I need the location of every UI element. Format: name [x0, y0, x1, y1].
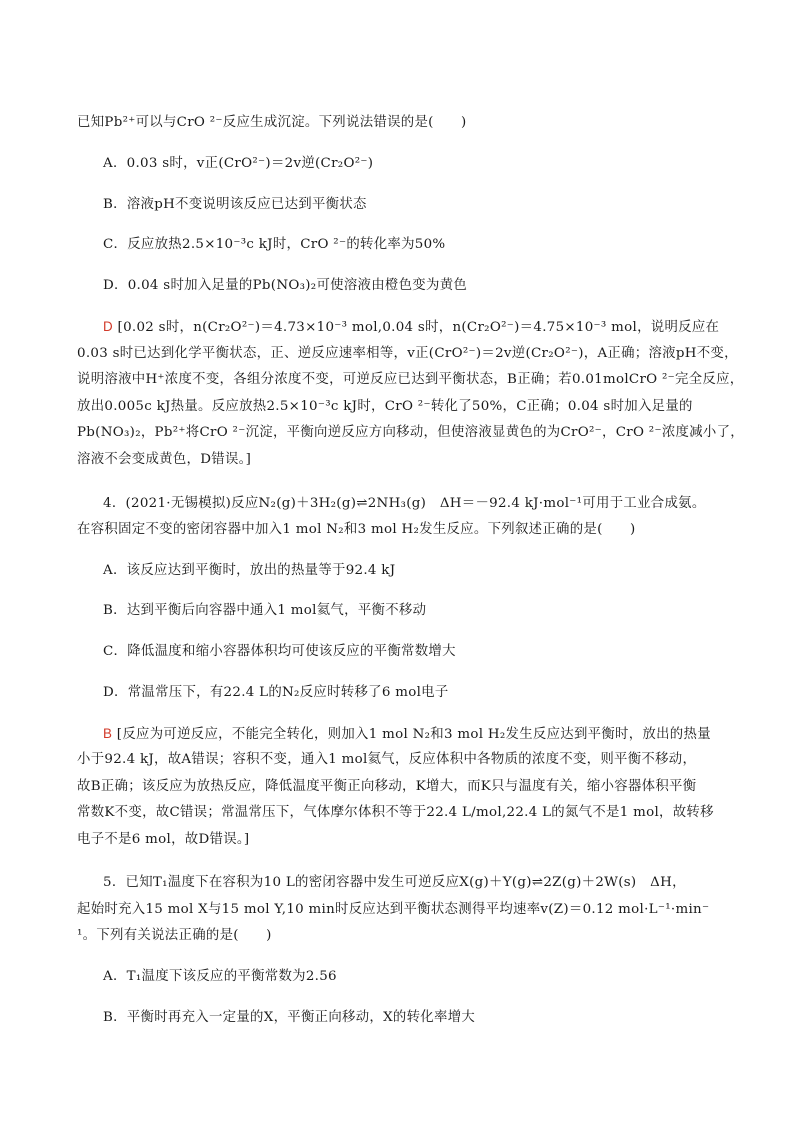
question-4-explanation-5: 电子不是6 mol，故D错误。]: [77, 832, 250, 847]
question-4-option-a: A．该反应达到平衡时，放出的热量等于92.4 kJ: [103, 563, 396, 578]
question-4-explanation-1: B [反应为可逆反应，不能完全转化，则加入1 mol N₂和3 mol H₂发生反应达到平衡时，放出的热量: [103, 726, 711, 742]
answer-badge-q4: B: [103, 726, 113, 741]
question-3-explanation-5: Pb(NO₃)₂，Pb²⁺将CrO ²⁻沉淀，平衡向逆反应方向移动，但使溶液显黄色的为CrO²⁻，CrO ²⁻浓度减小了，: [77, 425, 744, 440]
question-5-stem-3: ¹。下列有关说法正确的是( ): [77, 928, 272, 943]
question-4-explanation-2: 小于92.4 kJ，故A错误；容积不变，通入1 mol氦气，反应体积中各物质的浓度不变，则平衡不移动，: [77, 752, 697, 767]
question-4-option-b: B．达到平衡后向容器中通入1 mol氦气，平衡不移动: [103, 603, 427, 618]
question-3-explanation-4: 放出0.005c kJ热量。反应放热2.5×10⁻³c kJ时，CrO ²⁻转化了50%，C正确；0.04 s时加入足量的: [77, 399, 693, 414]
question-3-explanation-1: D [0.02 s时，n(Cr₂O²⁻)＝4.73×10⁻³ mol,0.04 s时，n(Cr₂O²⁻)＝4.75×10⁻³ mol，说明反应在: [103, 319, 720, 335]
question-4-stem-1: 4．(2021·无锡模拟)反应N₂(g)＋3H₂(g)⇌2NH₃(g) ΔH＝－92.4 kJ·mol⁻¹可用于工业合成氨。: [103, 496, 706, 511]
question-3-explanation-2: 0.03 s时已达到化学平衡状态，正、逆反应速率相等，v正(CrO²⁻)＝2v逆(Cr₂O²⁻)，A正确；溶液pH不变，: [77, 346, 738, 361]
question-4-explanation-4: 常数K不变，故C错误；常温常压下，气体摩尔体积不等于22.4 L/mol,22.4 L的氮气不是1 mol，故转移: [77, 805, 714, 820]
question-3-explanation-6: 溶液不会变成黄色，D错误。]: [77, 452, 252, 467]
question-4-option-c: C．降低温度和缩小容器体积均可使该反应的平衡常数增大: [103, 644, 456, 659]
question-5-stem-1: 5．已知T₁温度下在容积为10 L的密闭容器中发生可逆反应X(g)＋Y(g)⇌2Z(g)＋2W(s) ΔH，: [103, 875, 686, 890]
question-5-option-a: A．T₁温度下该反应的平衡常数为2.56: [103, 969, 337, 984]
question-3-explanation-3: 说明溶液中H⁺浓度不变，各组分浓度不变，可逆反应已达到平衡状态，B正确；若0.01molCrO ²⁻完全反应，: [77, 372, 744, 387]
question-4-option-d: D．常温常压下，有22.4 L的N₂反应时转移了6 mol电子: [103, 685, 449, 700]
question-5-option-b: B．平衡时再充入一定量的X，平衡正向移动，X的转化率增大: [103, 1010, 476, 1025]
question-4-stem-2: 在容积固定不变的密闭容器中加入1 mol N₂和3 mol H₂发生反应。下列叙述正确的是( ): [77, 522, 636, 537]
question-3-option-a: A．0.03 s时，v正(CrO²⁻)＝2v逆(Cr₂O²⁻): [103, 156, 374, 171]
question-4-explanation-3: 故B正确；该反应为放热反应，降低温度平衡正向移动，K增大，而K只与温度有关，缩小容器体积平衡: [77, 779, 697, 794]
question-3-stem-tail: 已知Pb²⁺可以与CrO ²⁻反应生成沉淀。下列说法错误的是( ): [77, 115, 467, 130]
question-3-option-d: D．0.04 s时加入足量的Pb(NO₃)₂可使溶液由橙色变为黄色: [103, 278, 468, 293]
question-3-option-c: C．反应放热2.5×10⁻³c kJ时，CrO ²⁻的转化率为50%: [103, 237, 446, 252]
answer-badge-q3: D: [103, 319, 113, 334]
question-3-option-b: B．溶液pH不变说明该反应已达到平衡状态: [103, 197, 367, 212]
question-5-stem-2: 起始时充入15 mol X与15 mol Y,10 min时反应达到平衡状态测得平均速率v(Z)＝0.12 mol·L⁻¹·min⁻: [77, 902, 710, 917]
